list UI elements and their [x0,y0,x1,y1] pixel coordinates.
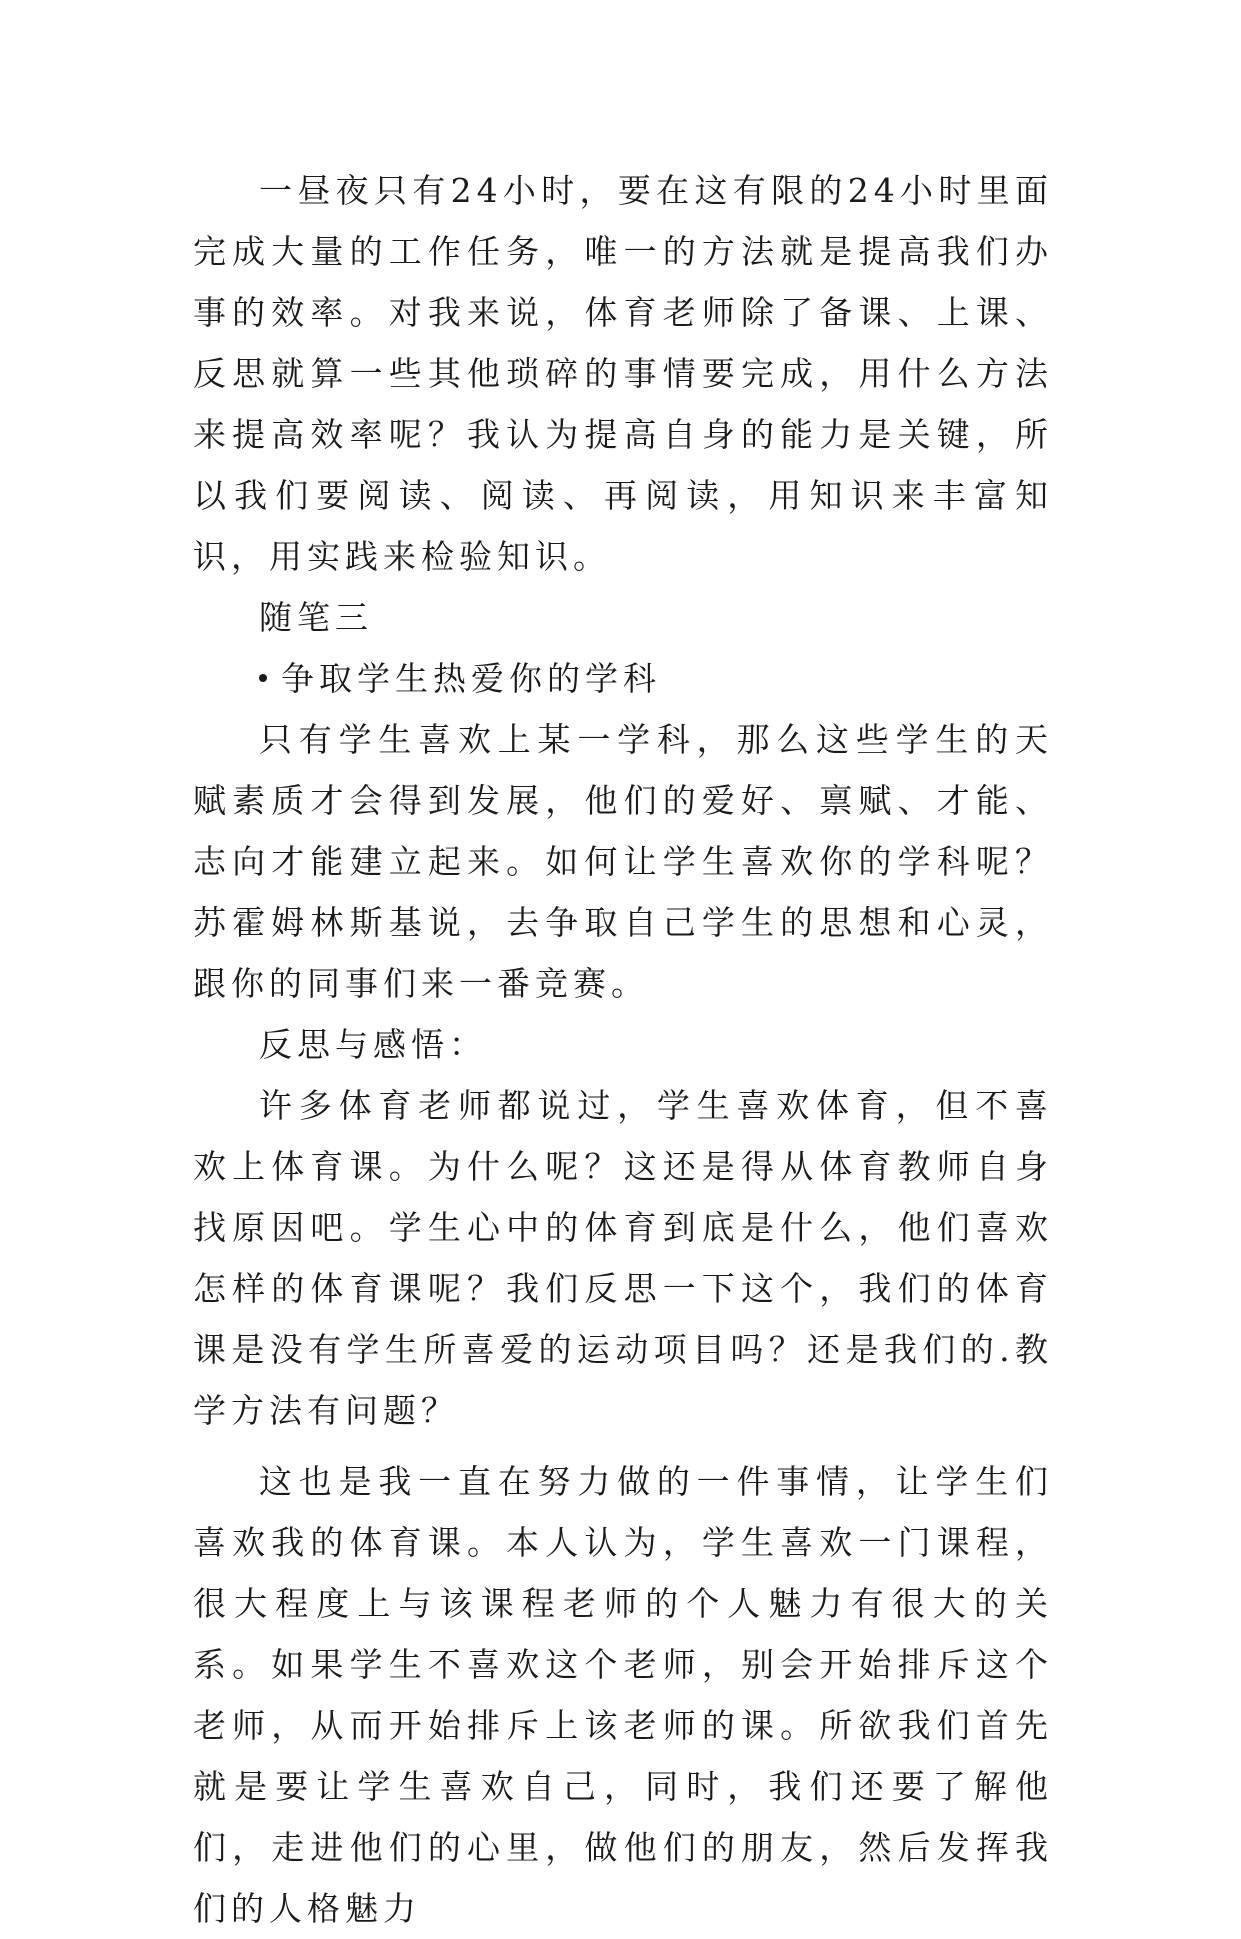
paragraph-teacher-charm: 这也是我一直在努力做的一件事情，让学生们喜欢我的体育课。本人认为，学生喜欢一门课程，很大程度上与该课程老师的个人魅力有很大的关系。如果学生不喜欢这个老师，别会开始排斥这个老师，从而开始排斥上该老师的课。所欲我们首先就是要让学生喜欢自己，同时，我们还要了解他们，走进他们的心里，做他们的朋友，然后发挥我们的人格魅力 [193,1462,1053,1928]
paragraph-pe-class: 许多体育老师都说过，学生喜欢体育，但不喜欢上体育课。为什么呢？这还是得从体育教师自身找原因吧。学生心中的体育到底是什么，他们喜欢怎样的体育课呢？我们反思一下这个，我们的体育课是没有学生所喜爱的运动项目吗？还是我们的.教学方法有问题？ [193,1086,1053,1430]
document-body [193,160,1053,1939]
section-heading-reflection: 反思与感悟： [259,1025,487,1064]
section-heading-essay-three: 随笔三 [259,598,373,637]
bullet-dot-icon [259,674,267,682]
paragraph-efficiency: 一昼夜只有24小时，要在这有限的24小时里面完成大量的工作任务，唯一的方法就是提高我们办事的效率。对我来说，体育老师除了备课、上课、反思就算一些其他琐碎的事情要完成，用什么方法来提高效率呢？我认为提高自身的能力是关键，所以我们要阅读、阅读、再阅读，用知识来丰富知识，用实践来检验知识。 [193,171,1053,576]
paragraph-student-interest: 只有学生喜欢上某一学科，那么这些学生的天赋素质才会得到发展，他们的爱好、禀赋、才能、志向才能建立起来。如何让学生喜欢你的学科呢？苏霍姆林斯基说，去争取自己学生的思想和心灵，跟你的同事们来一番竞赛。 [193,720,1053,1003]
bullet-heading [193,648,1053,709]
bullet-heading-text: 争取学生热爱你的学科 [281,659,661,698]
